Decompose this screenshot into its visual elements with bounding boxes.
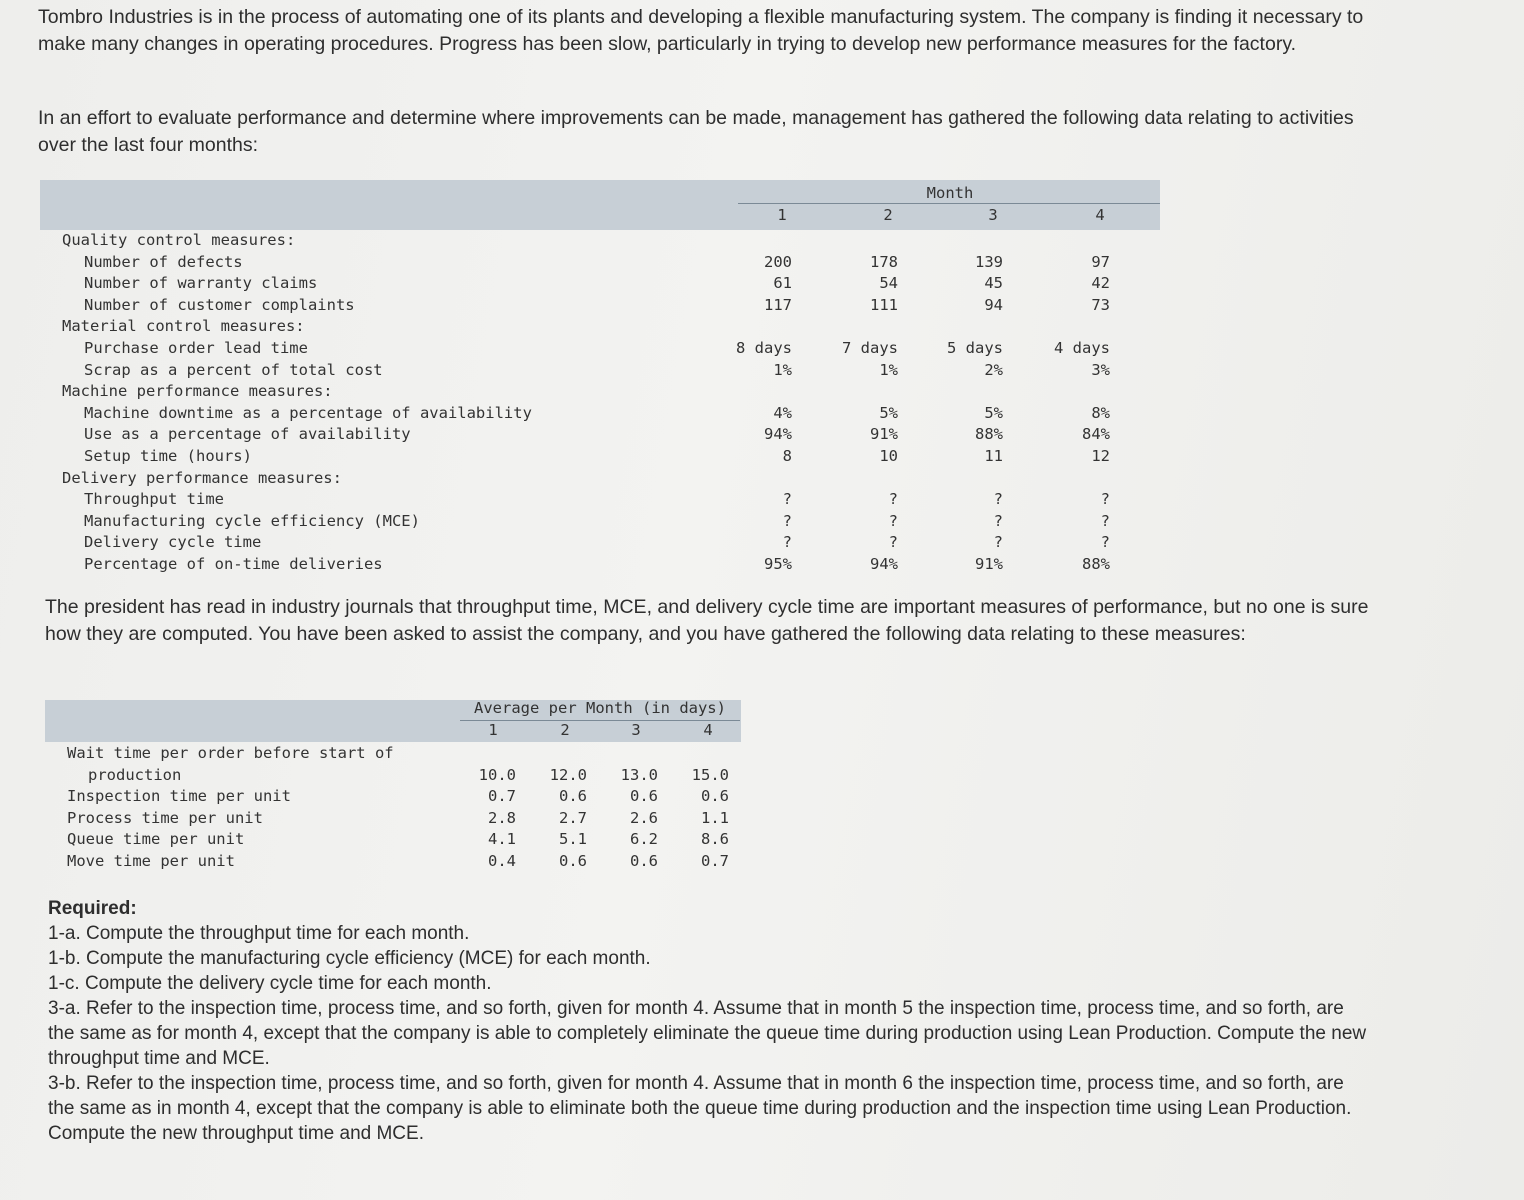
table1-section-label: Delivery performance measures:	[62, 468, 342, 487]
table2-month-header: 3	[631, 721, 641, 739]
table1-row-label: Setup time (hours)	[84, 447, 252, 465]
table2-month-header: 2	[560, 721, 570, 739]
table1-cell: ?	[1100, 533, 1110, 552]
table1-row-label: Number of defects	[84, 252, 243, 271]
table1-cell: 54	[879, 274, 898, 293]
table1-cell: 8%	[1091, 403, 1110, 422]
table2-cell: 0.6	[559, 851, 587, 870]
table2-group-header: Average per Month (in days)	[474, 699, 726, 717]
context-paragraph: The president has read in industry journals that throughput time, MCE, and delivery cycle time are important measures of performance, but no one is sure how they are computed. You have been asked to assist the company, and you have gathered the following data relating to these measures:	[45, 596, 1369, 645]
table1-cell: 91%	[975, 555, 1003, 573]
table1-cell: ?	[1100, 490, 1110, 509]
table1-cell: 1%	[879, 360, 898, 379]
table1-cell: 117	[764, 295, 792, 314]
table2-cell: 0.6	[630, 851, 658, 870]
table2-cell: 8.6	[701, 830, 729, 848]
required-section	[48, 896, 1368, 1146]
table1-row-label: Scrap as a percent of total cost	[84, 360, 383, 379]
table1-cell: 5%	[879, 403, 898, 422]
table1-cell: 139	[975, 252, 1003, 271]
table2-cell: 0.6	[630, 787, 658, 805]
table2-row-label: Wait time per order before start of	[67, 744, 394, 762]
table2-month-header: 1	[488, 721, 498, 739]
table1-cell: 5 days	[947, 339, 1003, 357]
table1-cell: 111	[870, 295, 898, 314]
table1-cell: 45	[984, 274, 1003, 293]
table2-cell: 0.7	[488, 787, 516, 805]
table2-row-label: Inspection time per unit	[67, 787, 291, 805]
intro-paragraph-2: In an effort to evaluate performance and determine where improvements can be made, management has gathered the following data relating to activities over the last four months:	[38, 107, 1354, 156]
table1-cell: 4%	[773, 403, 792, 422]
table1-month-header: 3	[988, 206, 998, 224]
table2-cell: 0.6	[559, 787, 587, 805]
table1-cell: 3%	[1091, 360, 1110, 379]
table2-cell: 2.8	[488, 808, 516, 827]
table2-cell: 1.1	[701, 808, 729, 827]
table1-cell: ?	[782, 490, 792, 509]
required-item: 1-c. Compute the delivery cycle time for each month.	[48, 973, 492, 994]
table1-cell: 178	[870, 252, 898, 271]
table1-cell: 200	[764, 252, 792, 271]
table1-section-label: Machine performance measures:	[62, 382, 333, 401]
table1-row-label: Purchase order lead time	[84, 339, 308, 357]
intro-paragraph-1: Tombro Industries is in the process of automating one of its plants and developing a flexible manufacturing system. The company is finding it necessary to make many changes in operating procedures. Progress has been slow, particularly in trying to develop new performance measures for the factory.	[38, 6, 1364, 55]
table1-month-header: 2	[883, 206, 893, 224]
table1-cell: 1%	[773, 360, 792, 379]
required-item: 3-a. Refer to the inspection time, process time, and so forth, given for month 4. Assume that in month 5 the inspection time, process time, and so forth, are the same as for month 4, except that the company is able to completely eliminate the queue time during production using Lean Production. Compute the new throughput time and MCE.	[48, 998, 1367, 1069]
table1-month-header: 4	[1095, 206, 1105, 224]
table2-cell: 0.6	[701, 787, 729, 805]
table1-cell: ?	[888, 533, 898, 552]
table1-cell: 84%	[1082, 425, 1110, 444]
table2-row-label: Queue time per unit	[67, 830, 245, 848]
table1-cell: 73	[1091, 295, 1110, 314]
required-item: 1-b. Compute the manufacturing cycle efficiency (MCE) for each month.	[48, 948, 651, 969]
table1-row-label: Delivery cycle time	[84, 533, 262, 552]
table1-cell: 97	[1091, 252, 1110, 271]
table1-cell: 61	[773, 274, 792, 293]
table1-row-label: Use as a percentage of availability	[84, 425, 411, 444]
required-heading: Required:	[48, 898, 137, 919]
table1-row-label: Machine downtime as a percentage of availability	[84, 403, 532, 422]
table2-cell: 4.1	[488, 830, 516, 848]
table1-cell: 2%	[984, 360, 1003, 379]
table1-cell: 91%	[870, 425, 898, 444]
table1-month-header: 1	[777, 206, 787, 224]
table2-cell: 0.7	[701, 851, 729, 870]
table1-cell: 7 days	[842, 339, 898, 357]
table1-row-label: Number of customer complaints	[84, 295, 355, 314]
table1-cell: ?	[888, 511, 898, 530]
required-item: 1-a. Compute the throughput time for each month.	[48, 923, 470, 944]
table1-cell: ?	[993, 511, 1003, 530]
table1-row-label: Number of warranty claims	[84, 274, 318, 293]
table1-row-label: Manufacturing cycle efficiency (MCE)	[84, 511, 420, 530]
table2-cell: 10.0	[478, 765, 516, 784]
table1-row-label: Throughput time	[84, 490, 224, 509]
table1-row-label: Percentage of on-time deliveries	[84, 555, 383, 573]
table1-header-rule	[738, 203, 1160, 204]
table1-cell: 12	[1091, 447, 1110, 465]
table2-month-header: 4	[703, 721, 713, 739]
table2-cell: 2.7	[559, 808, 587, 827]
table2-cell: 2.6	[630, 808, 658, 827]
table1-cell: 94%	[870, 555, 898, 573]
table1-cell: 4 days	[1054, 339, 1110, 357]
table1-cell: 10	[879, 447, 898, 465]
table2-row-label: Move time per unit	[67, 851, 235, 870]
table1-cell: ?	[782, 533, 792, 552]
table1-cell: ?	[782, 511, 792, 530]
table2-cell: 15.0	[691, 765, 729, 784]
table1-cell: 88%	[975, 425, 1003, 444]
table2-cell: 5.1	[559, 830, 587, 848]
table1-cell: ?	[1100, 511, 1110, 530]
required-item: 3-b. Refer to the inspection time, process time, and so forth, given for month 4. Assume that in month 6 the inspection time, process time, and so forth, are the same as in month 4, except that the company is able to eliminate both the queue time during production and the inspection time using Lean Production. Compute the new throughput time and MCE.	[48, 1073, 1352, 1144]
table2-row-label: Process time per unit	[67, 808, 263, 827]
table1-group-header: Month	[926, 184, 974, 202]
table2-row-label-continued: production	[88, 765, 182, 784]
table1-cell: 8 days	[736, 339, 792, 357]
table1-cell: 8	[782, 447, 792, 465]
table1-cell: 94%	[764, 425, 792, 444]
table2-cell: 13.0	[620, 765, 658, 784]
table2-cell: 6.2	[630, 830, 658, 848]
table1-section-label: Material control measures:	[62, 317, 305, 336]
table1-cell: ?	[993, 490, 1003, 509]
table1-cell: ?	[993, 533, 1003, 552]
table1-cell: 5%	[984, 403, 1003, 422]
table1-cell: 42	[1091, 274, 1110, 293]
table1-cell: 88%	[1082, 555, 1110, 573]
table1-cell: 95%	[764, 555, 792, 573]
table1-cell: ?	[888, 490, 898, 509]
table1-cell: 11	[984, 447, 1003, 465]
table1-cell: 94	[984, 295, 1003, 314]
table2-cell: 0.4	[488, 851, 516, 870]
table1-section-label: Quality control measures:	[62, 231, 296, 249]
table2-cell: 12.0	[549, 765, 587, 784]
